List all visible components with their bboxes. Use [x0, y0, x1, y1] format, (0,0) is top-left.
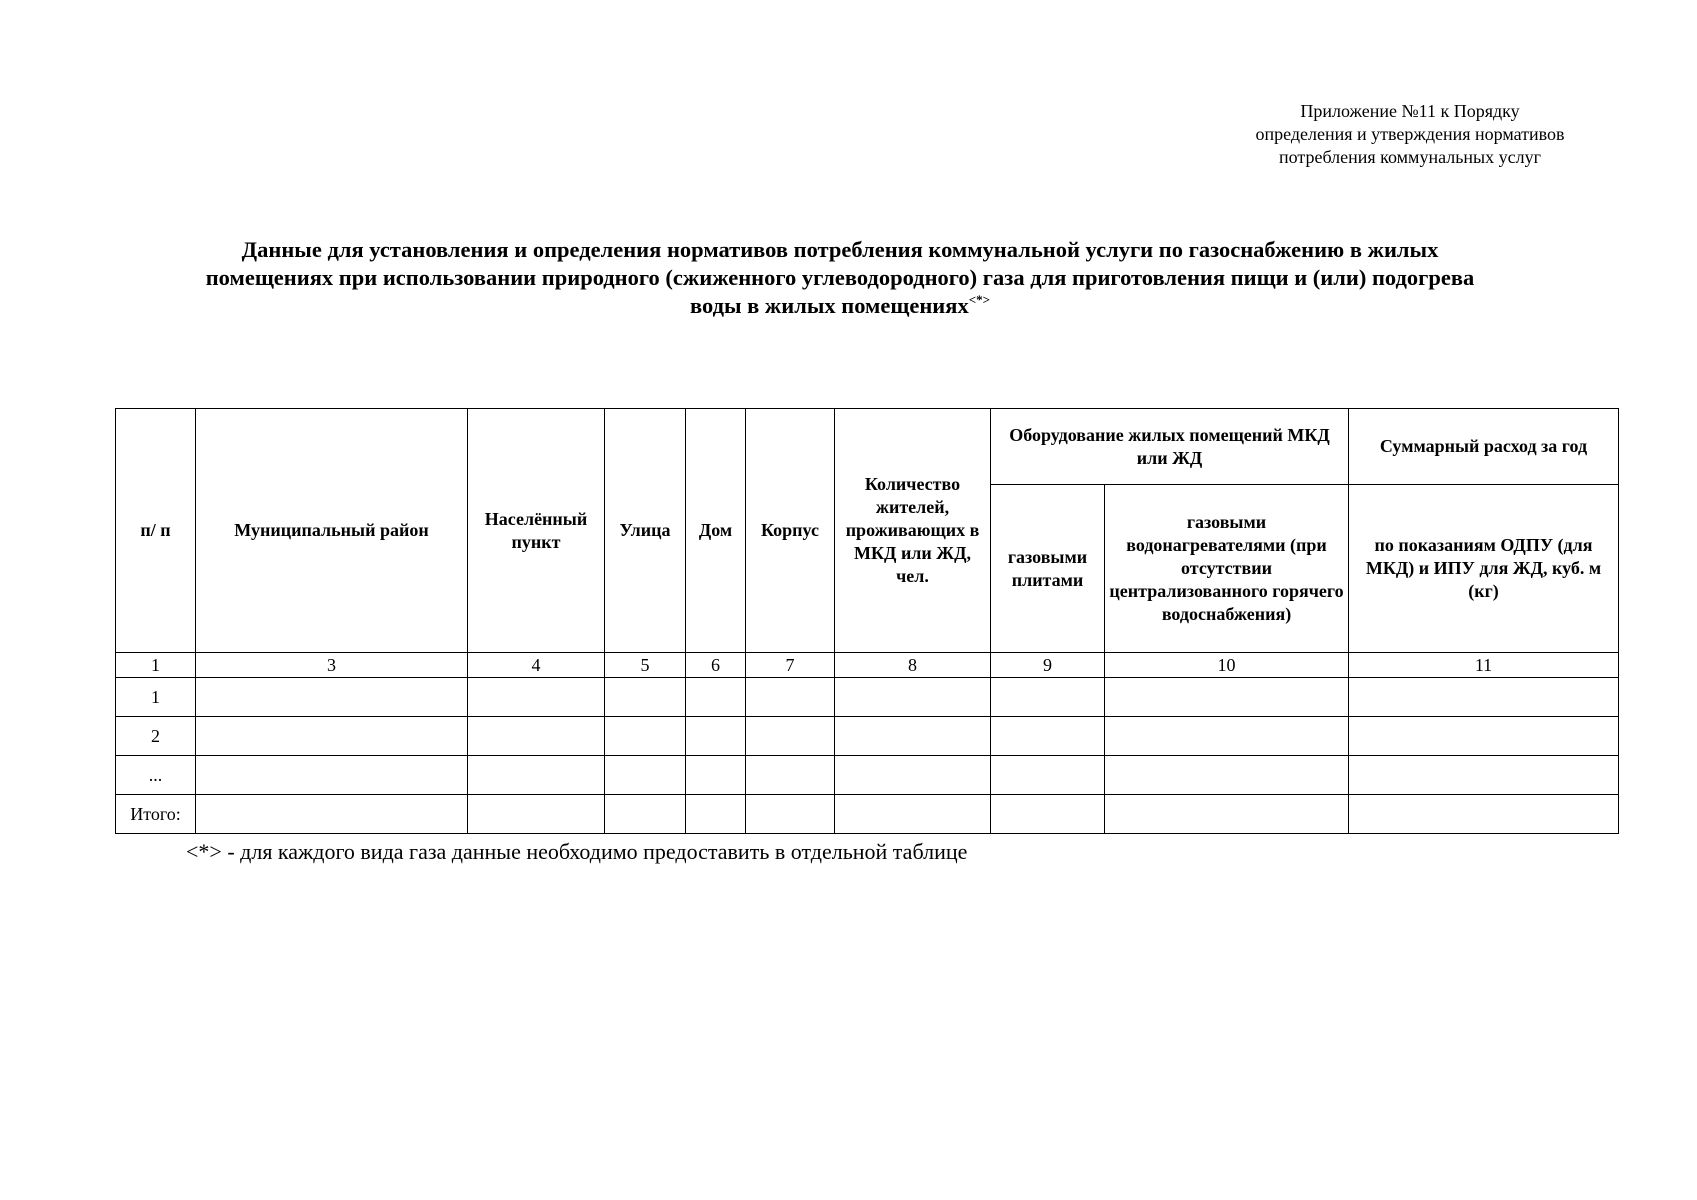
table-cell [686, 756, 746, 795]
table-cell [1349, 795, 1619, 834]
header-pp: п/ п [116, 409, 196, 653]
column-number: 4 [468, 653, 605, 678]
table-row [116, 678, 1619, 717]
table-cell [468, 717, 605, 756]
column-number: 6 [686, 653, 746, 678]
header-annual-group: Суммарный расход за год [1349, 409, 1619, 485]
table-cell [835, 678, 991, 717]
column-number: 10 [1105, 653, 1349, 678]
row-label: 1 [116, 678, 196, 717]
table-cell [835, 717, 991, 756]
header-gas-heaters: газовыми водонагревателями (при отсутствии централизованного горячего водоснабжения) [1105, 485, 1349, 653]
table-cell [1349, 756, 1619, 795]
table-cell [991, 678, 1105, 717]
header-street: Улица [605, 409, 686, 653]
table-cell [1349, 717, 1619, 756]
title-footnote-mark: <*> [968, 292, 991, 307]
header-gas-stoves: газовыми плитами [991, 485, 1105, 653]
column-number: 11 [1349, 653, 1619, 678]
table-cell [605, 678, 686, 717]
appendix-line-1: Приложение №11 к Порядку [1300, 101, 1520, 121]
title-line-2: помещениях при использовании природного (сжиженного углеводородного) газа для приготовления пищи и (или) подогрева [205, 265, 1475, 290]
table-cell [196, 795, 468, 834]
table-cell [746, 678, 835, 717]
column-number: 3 [196, 653, 468, 678]
table-row-total [116, 795, 1619, 834]
header-residents: Количество жителей, проживающих в МКД или ЖД, чел. [835, 409, 991, 653]
header-district: Муниципальный район [196, 409, 468, 653]
table-cell [605, 717, 686, 756]
column-number: 7 [746, 653, 835, 678]
table-cell [1105, 756, 1349, 795]
title-line-3-text: воды в жилых помещениях [689, 293, 969, 318]
table-cell [686, 795, 746, 834]
table-cell [835, 795, 991, 834]
document-title [120, 236, 1560, 320]
table-cell [196, 756, 468, 795]
table-cell [196, 678, 468, 717]
table-cell [991, 717, 1105, 756]
data-table [115, 408, 1619, 834]
column-number: 8 [835, 653, 991, 678]
table-cell [835, 756, 991, 795]
table-cell [746, 795, 835, 834]
appendix-note [1180, 100, 1640, 169]
header-equipment-group: Оборудование жилых помещений МКД или ЖД [991, 409, 1349, 485]
table-cell [468, 795, 605, 834]
header-annual-meter: по показаниям ОДПУ (для МКД) и ИПУ для ЖД, куб. м (кг) [1349, 485, 1619, 653]
table-cell [1349, 678, 1619, 717]
table-cell [746, 717, 835, 756]
column-number: 5 [605, 653, 686, 678]
footnote: <*> - для каждого вида газа данные необходимо предоставить в отдельной таблице [186, 839, 968, 864]
table-cell [686, 717, 746, 756]
table-cell [468, 678, 605, 717]
column-number-row [116, 653, 1619, 678]
appendix-line-3: потребления коммунальных услуг [1278, 147, 1542, 167]
table-cell [1105, 795, 1349, 834]
header-settlement: Населённый пункт [468, 409, 605, 653]
table-cell [991, 756, 1105, 795]
title-line-3 [120, 292, 1560, 320]
table-cell [1105, 717, 1349, 756]
row-label-total: Итого: [116, 795, 196, 834]
table-cell [605, 795, 686, 834]
title-line-1: Данные для установления и определения нормативов потребления коммунальной услуги по газоснабжению в жилых [241, 237, 1439, 262]
table-cell [468, 756, 605, 795]
table-cell [1105, 678, 1349, 717]
table-cell [196, 717, 468, 756]
column-number: 1 [116, 653, 196, 678]
header-building: Корпус [746, 409, 835, 653]
header-house: Дом [686, 409, 746, 653]
row-label: 2 [116, 717, 196, 756]
table-cell [991, 795, 1105, 834]
table-row [116, 756, 1619, 795]
row-label: ... [116, 756, 196, 795]
table-cell [686, 678, 746, 717]
table-row [116, 717, 1619, 756]
table-cell [746, 756, 835, 795]
column-number: 9 [991, 653, 1105, 678]
table-cell [605, 756, 686, 795]
appendix-line-2: определения и утверждения нормативов [1255, 124, 1565, 144]
